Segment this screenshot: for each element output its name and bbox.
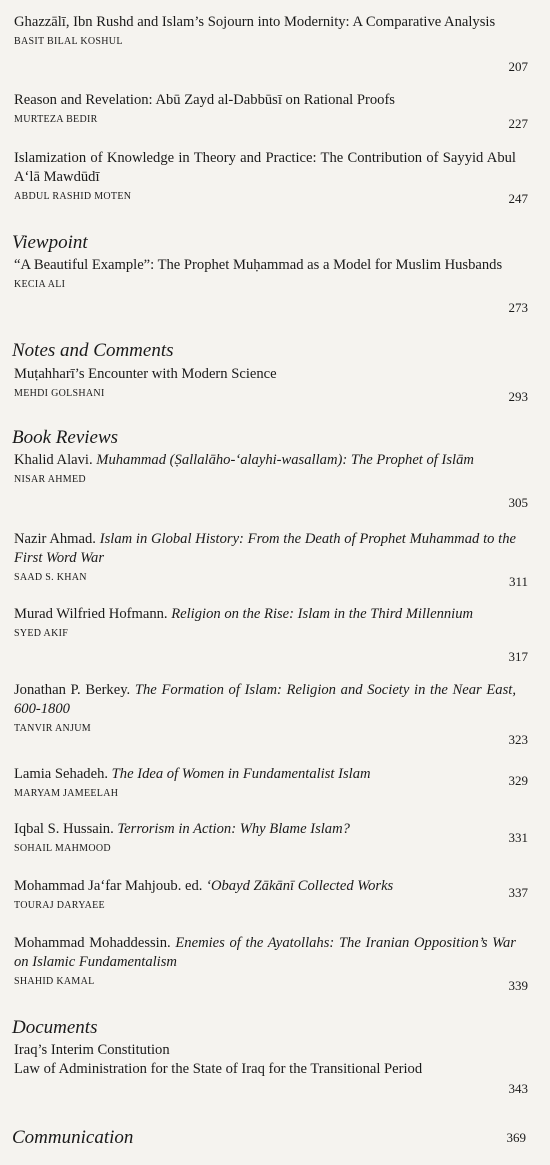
review-book-author: Khalid Alavi. (14, 452, 93, 468)
section-communication (12, 1127, 528, 1149)
entry-author: MURTEZA BEDIR (14, 114, 98, 125)
entry-page-number: 331 (508, 830, 528, 845)
entry-author: BASIT BILAL KOSHUL (14, 36, 123, 47)
review-entry (14, 934, 528, 993)
entry-page-number: 207 (508, 59, 528, 74)
review-reviewer: SAAD S. KHAN (14, 572, 87, 583)
entry-page-number: 311 (508, 574, 528, 589)
review-book-title: The Formation of Islam: Religion and Society in the Near East, 600-1800 (14, 682, 516, 717)
review-entry (14, 765, 528, 800)
section-book-reviews (12, 427, 528, 449)
toc-entry (14, 1041, 528, 1096)
toc-entry (14, 149, 528, 206)
review-entry (14, 530, 528, 589)
review-book-author: Lamia Sehadeh. (14, 766, 109, 782)
entry-page-number: 343 (508, 1081, 528, 1096)
review-reviewer: SHAHID KAMAL (14, 976, 95, 987)
entry-page-number: 317 (508, 649, 528, 664)
review-entry (14, 681, 528, 747)
section-heading: Notes and Comments (12, 340, 174, 361)
toc-entry (14, 13, 528, 74)
review-book-title: Enemies of the Ayatollahs: The Iranian Opposition’s War on Islamic Fundamentalism (14, 935, 516, 970)
entry-title: Muṭahharī’s Encounter with Modern Science (14, 366, 277, 382)
review-book-author: Nazir Ahmad. (14, 531, 96, 547)
review-entry (14, 605, 528, 664)
section-notes-and-comments (12, 340, 528, 362)
review-reviewer: MARYAM JAMEELAH (14, 788, 119, 799)
review-book-title: ‘Obayd Zākānī Collected Works (206, 878, 394, 894)
section-documents (12, 1017, 528, 1039)
entry-title: Ghazzālī, Ibn Rushd and Islam’s Sojourn into Modernity: A Comparative Analysis (14, 14, 496, 30)
section-heading: Communication (12, 1127, 134, 1148)
review-book-author: Mohammad Mohaddessin. (14, 935, 171, 951)
entry-page-number: 305 (508, 495, 528, 510)
entry-page-number: 323 (508, 732, 528, 747)
review-book-title: Islam in Global History: From the Death of Prophet Muhammad to the First Word War (14, 531, 516, 566)
entry-title: “A Beautiful Example”: The Prophet Muḥammad as a Model for Muslim Husbands (14, 257, 503, 273)
entry-title: Law of Administration for the State of Iraq for the Transitional Period (14, 1061, 423, 1077)
review-book-title: Terrorism in Action: Why Blame Islam? (117, 821, 350, 837)
review-reviewer: TOURAJ DARYAEE (14, 900, 105, 911)
review-book-title: Muhammad (Ṣallalāho-‘alayhi-wasallam): The Prophet of Islām (96, 452, 474, 468)
review-reviewer: TANVIR ANJUM (14, 723, 91, 734)
toc-entry (14, 365, 528, 404)
entry-author: MEHDI GOLSHANI (14, 388, 105, 399)
entry-page-number: 227 (508, 116, 528, 131)
review-reviewer: NISAR AHMED (14, 474, 86, 485)
review-entry (14, 451, 528, 510)
toc-entry (14, 256, 528, 315)
toc-entry (14, 91, 528, 131)
entry-page-number: 369 (506, 1130, 526, 1145)
review-reviewer: SOHAIL MAHMOOD (14, 843, 111, 854)
entry-page-number: 247 (508, 191, 528, 206)
section-heading: Documents (12, 1017, 98, 1038)
review-book-title: Religion on the Rise: Islam in the Third Millennium (171, 606, 474, 622)
review-book-title: The Idea of Women in Fundamentalist Islam (111, 766, 371, 782)
entry-page-number: 329 (508, 773, 528, 788)
entry-page-number: 273 (508, 300, 528, 315)
entry-title: Iraq’s Interim Constitution (14, 1042, 170, 1058)
section-heading: Book Reviews (12, 427, 119, 448)
review-entry (14, 877, 528, 912)
section-viewpoint (12, 232, 528, 254)
entry-title: Reason and Revelation: Abū Zayd al-Dabbūsī on Rational Proofs (14, 92, 395, 108)
entry-author: KECIA ALI (14, 279, 66, 290)
review-book-author: Jonathan P. Berkey. (14, 682, 131, 698)
review-book-author: Mohammad Ja‘far Mahjoub. ed. (14, 878, 203, 894)
review-reviewer: SYED AKIF (14, 628, 69, 639)
review-book-author: Murad Wilfried Hofmann. (14, 606, 168, 622)
entry-author: ABDUL RASHID MOTEN (14, 191, 132, 202)
entry-page-number: 293 (508, 389, 528, 404)
review-entry (14, 820, 528, 855)
entry-title: Islamization of Knowledge in Theory and Practice: The Contribution of Sayyid Abul A‘lā Mawdūdī (14, 150, 516, 185)
entry-page-number: 337 (508, 885, 528, 900)
review-book-author: Iqbal S. Hussain. (14, 821, 114, 837)
entry-page-number: 339 (508, 978, 528, 993)
section-heading: Viewpoint (12, 232, 88, 253)
